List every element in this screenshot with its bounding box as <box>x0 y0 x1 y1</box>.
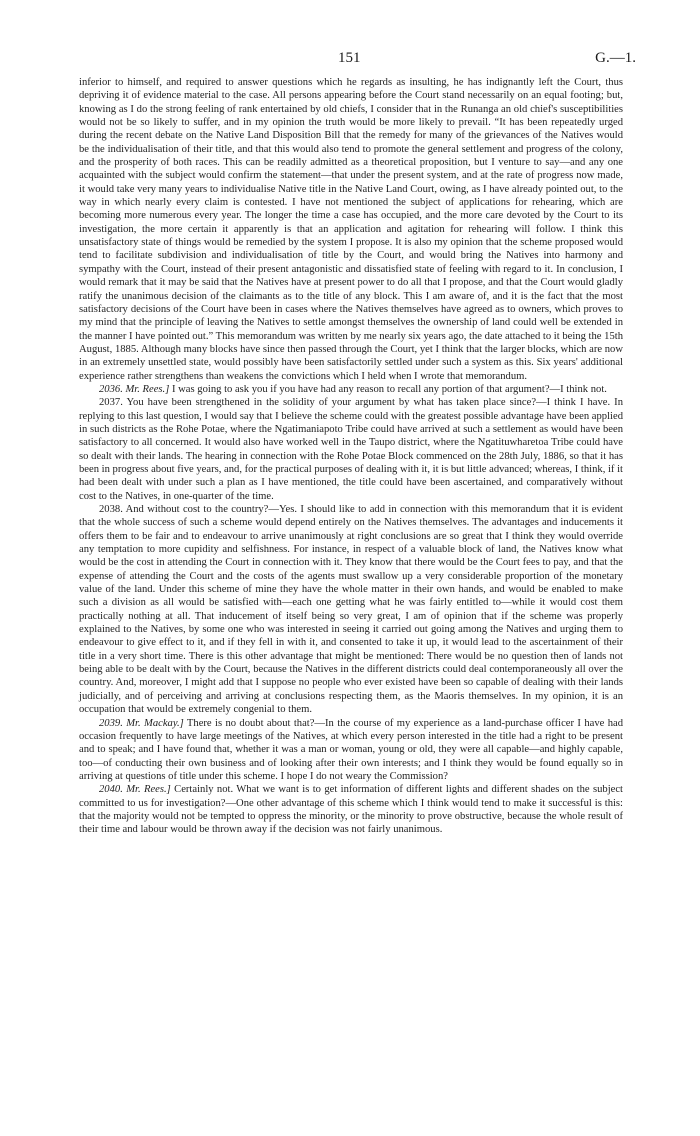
paragraph-text: 2037. You have been strengthened in the solidity of your argument by what has taken place since?—I think I have. In replying to this last question, I would say that I believe the scheme could with the greatest possible advantage have been applied in such districts as the Rohe Potae, where the Ngatimaniapoto Tribe could have arrived at such a settlement as would have been satisfactory to all concerned. It would also have worked well in the Taupo district, where the Ngatituwharetoa Tribe could have so dealt with their lands. The hearing in connection with the Rohe Potae Block commenced on the 28th July, 1886, so that it has been in progress about five years, and, for the practical purposes of dealing with it, it is but little advanced; whereas, I think, if it had been dealt with under such a plan as I have mentioned, the title could have been ascertained, and comparatively without cost to the Natives, in one-quarter of the time. <box>79 397 623 502</box>
speaker-label: 2039. Mr. Mackay.] <box>99 717 184 729</box>
paragraph-text: 2038. And without cost to the country?—Yes. I should like to add in connection with this memorandum that it is evident that the whole success of such a scheme would depend entirely on the Natives themselves. The advantages and inducements it offers them to be fair and to endeavour to arrive unanimously at right conclusions are so great that I think they would override any temptation to more cupidity and selfishness. For instance, in respect of a valuable block of land, the Natives know what would be the cost in attending the Court in connection with it. They know that there would be the Court fees to pay, and that the expense of attending the Court and the costs of the agents must swallow up a very considerable proportion of the monetary value of the land. Under this scheme of mine they have the whole matter in their own hands, and would be enabled to make such a division as all would be satisfied with—each one getting what he was fairly entitled to—while it would cost them practically nothing at all. That inducement of itself being so very great, I am of opinion that if the scheme was properly explained to the Natives, by some one who was interested in seeing it carried out going among the Natives and urging them to endeavour to give effect to it, and if they fell in with it, and consented to take it up, it would lead to the ascertainment of their title in a very short time. There is this other advantage that might be mentioned: There would be no question then of lands not being able to be dealt with by the Court, because the Natives in the different districts could deal contemporaneously all over the country. And, moreover, I might add that I suppose no people who ever existed have been so capable of dealing with their lands judicially, and of perceiving and arriving at conclusions respecting them, as the Maoris themselves. In my opinion, it is an occupation that would be extremely congenial to them. <box>79 504 623 716</box>
paragraph-2036 <box>79 383 623 396</box>
paragraph-2037 <box>79 396 623 503</box>
paragraph-2040 <box>79 783 623 836</box>
document-reference: G.—1. <box>595 50 636 66</box>
paragraph-text: Certainly not. What we want is to get information of different lights and different shades on the subject committed to us for investigation?—One other advantage of this scheme which I think would tend to make it successful is this: that the majority would not be tempted to oppress the minority, or the minority to prove obstructive, because the whole result of their time and labour would be thrown away if the decision was not fairly unanimous. <box>79 784 623 836</box>
paragraph-memorandum <box>79 76 623 383</box>
page-number: 151 <box>338 50 361 66</box>
body-text <box>79 76 623 837</box>
page-header <box>0 50 700 72</box>
speaker-label: 2036. Mr. Rees.] <box>99 383 170 395</box>
paragraph-text: There is no doubt about that?—In the course of my experience as a land-purchase officer I have had occasion frequently to have large meetings of the Natives, at which every person interested in the title had a right to be present and to speak; and I have found that, whether it was a man or woman, young or old, they were all capable—and highly capable, too—of conducting their own business and of looking after their own interests; and I think they would be found equally so in arriving at questions of title under this scheme. I hope I do not weary the Commission? <box>79 717 623 782</box>
paragraph-text: I was going to ask you if you have had any reason to recall any portion of that argument?—I think not. <box>171 383 607 395</box>
speaker-label: 2040. Mr. Rees.] <box>99 784 171 796</box>
paragraph-2038 <box>79 503 623 717</box>
paragraph-2039 <box>79 717 623 784</box>
paragraph-text: inferior to himself, and required to answer questions which he regards as insulting, he has indignantly left the Court, thus depriving it of evidence material to the case. All persons appearing before the Court stand necessarily on an equal footing; but, knowing as I do the strong feeling of rank entertained by old chiefs, I consider that in the Runanga an old chief's susceptibilities would not be so likely to suffer, and in my opinion the truth would be more likely to prevail. “It has been repeatedly urged during the recent debate on the Native Land Disposition Bill that the remedy for many of the grievances of the Natives would be the individualisation of their title, and that this would also tend to promote the general settlement and progress of the colony, and the prosperity of both races. This can be readily admitted as a theoretical proposition, but I venture to say—and any one acquainted with the subject would confirm the statement—that under the present system, and at the rate of progress now made, it would take very many years to individualise Native title in the Native Land Court, owing, as I have already pointed out, to the way in which nearly every claim is contested. I have not mentioned the subject of applications for rehearing, which are becoming more numerous every year. The longer the time a case has occupied, and the more care devoted by the Court to its investigation, the more certain it apparently is that an application and agitation for rehearing will follow. I think this unsatisfactory state of things would be remedied by the system I propose. It is also my opinion that the scheme proposed would tend to facilitate subdivision and individualisation of title by the Court, and would bring the Natives into harmony and sympathy with the Court, instead of their present antagonistic and dissatisfied state of feeling with regard to it. In conclusion, I would remark that it may be said that the Natives have at present power to do all that I propose, and that the Court would gladly ratify the unanimous decision of the claimants as to the title of any block. This I am aware of, and it is the fact that the most satisfactory decisions of the Court have been in cases where the Natives themselves have agreed as to owners, which proves to my mind that the principle of leaving the Natives to settle amongst themselves the ownership of land could well be extended in the manner I have pointed out.” This memorandum was written by me nearly six years ago, the date attached to it being the 15th August, 1885. Although many blocks have since then passed through the Court, yet I think that the larger blocks, which are now in an extremely unsettled state, would possibly have been satisfactorily settled under such a system as this. Six years' additional experience rather strengthens than weakens the convictions which I held when I wrote that memorandum. <box>79 77 623 382</box>
